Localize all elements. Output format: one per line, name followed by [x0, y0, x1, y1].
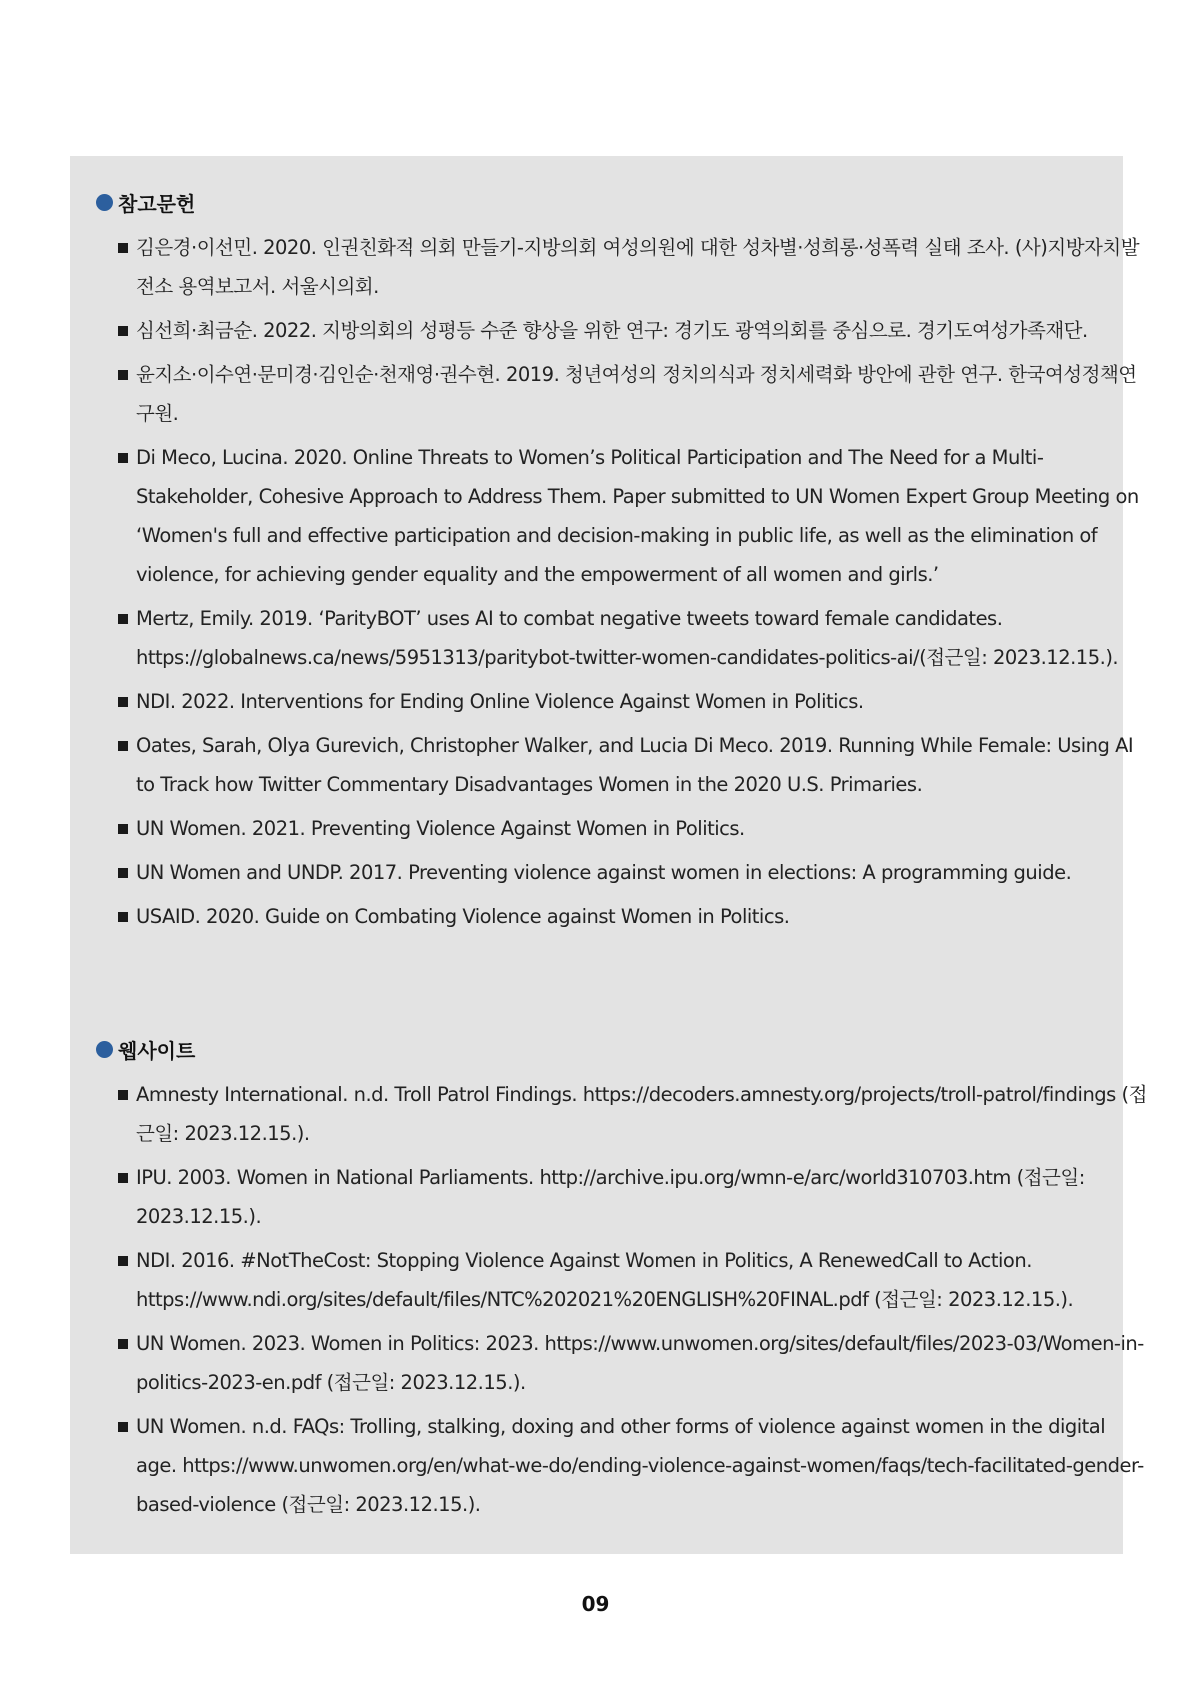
- square-bullet-icon: [118, 1090, 128, 1100]
- section-heading-websites: [96, 1034, 195, 1064]
- reference-item: UN Women and UNDP. 2017. Preventing violence against women in elections: A programming guide.: [118, 853, 1148, 892]
- section-heading-references: [96, 187, 195, 217]
- websites-list: [118, 1075, 1148, 1529]
- square-bullet-icon: [118, 868, 128, 878]
- reference-item: Di Meco, Lucina. 2020. Online Threats to Women’s Political Participation and The Need for a Multi-Stakeholder, Cohesive Approach to Address Them. Paper submitted to UN Women Expert Group Meeting on ‘Women's full and effective participation and decision-making in public life, as well as the elimination of violence, for achieving gender equality and the empowerment of all women and girls.’: [118, 438, 1148, 594]
- reference-item: 김은경·이선민. 2020. 인권친화적 의회 만들기-지방의회 여성의원에 대한 성차별·성희롱·성폭력 실태 조사. (사)지방자치발전소 용역보고서. 서울시의회.: [118, 228, 1148, 306]
- square-bullet-icon: [118, 326, 128, 336]
- square-bullet-icon: [118, 1339, 128, 1349]
- website-item: IPU. 2003. Women in National Parliaments. http://archive.ipu.org/wmn-e/arc/world310703.htm (접근일: 2023.12.15.).: [118, 1158, 1148, 1236]
- reference-item: 윤지소·이수연·문미경·김인순·천재영·권수현. 2019. 청년여성의 정치의식과 정치세력화 방안에 관한 연구. 한국여성정책연구원.: [118, 355, 1148, 433]
- section-bullet-icon: [96, 194, 113, 211]
- reference-item: UN Women. 2021. Preventing Violence Against Women in Politics.: [118, 809, 1148, 848]
- section-bullet-icon: [96, 1041, 113, 1058]
- square-bullet-icon: [118, 912, 128, 922]
- reference-item: NDI. 2022. Interventions for Ending Online Violence Against Women in Politics.: [118, 682, 1148, 721]
- square-bullet-icon: [118, 1422, 128, 1432]
- square-bullet-icon: [118, 370, 128, 380]
- square-bullet-icon: [118, 453, 128, 463]
- square-bullet-icon: [118, 1173, 128, 1183]
- reference-item: Mertz, Emily. 2019. ‘ParityBOT’ uses AI to combat negative tweets toward female candidates. https://globalnews.ca/news/5951313/paritybot-twitter-women-candidates-politics-ai/(접근일: 2023.12.15.).: [118, 599, 1148, 677]
- section-title: 참고문헌: [118, 191, 196, 216]
- square-bullet-icon: [118, 614, 128, 624]
- page-number: 09: [581, 1592, 610, 1616]
- reference-item: 심선희·최금순. 2022. 지방의회의 성평등 수준 향상을 위한 연구: 경기도 광역의회를 중심으로. 경기도여성가족재단.: [118, 311, 1148, 350]
- references-list: [118, 228, 1148, 941]
- square-bullet-icon: [118, 243, 128, 253]
- reference-item: USAID. 2020. Guide on Combating Violence against Women in Politics.: [118, 897, 1148, 936]
- website-item: UN Women. n.d. FAQs: Trolling, stalking, doxing and other forms of violence against women in the digital age. https://www.unwomen.org/en/what-we-do/ending-violence-against-women/faqs/tech-facilitated-gender-based-violence (접근일: 2023.12.15.).: [118, 1407, 1148, 1524]
- square-bullet-icon: [118, 824, 128, 834]
- square-bullet-icon: [118, 741, 128, 751]
- reference-item: Oates, Sarah, Olya Gurevich, Christopher Walker, and Lucia Di Meco. 2019. Running While Female: Using AI to Track how Twitter Commentary Disadvantages Women in the 2020 U.S. Primaries.: [118, 726, 1148, 804]
- section-title: 웹사이트: [118, 1038, 196, 1063]
- website-item: NDI. 2016. #NotTheCost: Stopping Violence Against Women in Politics, A RenewedCall to Action. https://www.ndi.org/sites/default/files/NTC%202021%20ENGLISH%20FINAL.pdf (접근일: 2023.12.15.).: [118, 1241, 1148, 1319]
- website-item: UN Women. 2023. Women in Politics: 2023. https://www.unwomen.org/sites/default/files/2023-03/Women-in-politics-2023-en.pdf (접근일: 2023.12.15.).: [118, 1324, 1148, 1402]
- website-item: Amnesty International. n.d. Troll Patrol Findings. https://decoders.amnesty.org/projects/troll-patrol/findings (접근일: 2023.12.15.).: [118, 1075, 1148, 1153]
- square-bullet-icon: [118, 697, 128, 707]
- square-bullet-icon: [118, 1256, 128, 1266]
- references-panel: [70, 156, 1147, 1554]
